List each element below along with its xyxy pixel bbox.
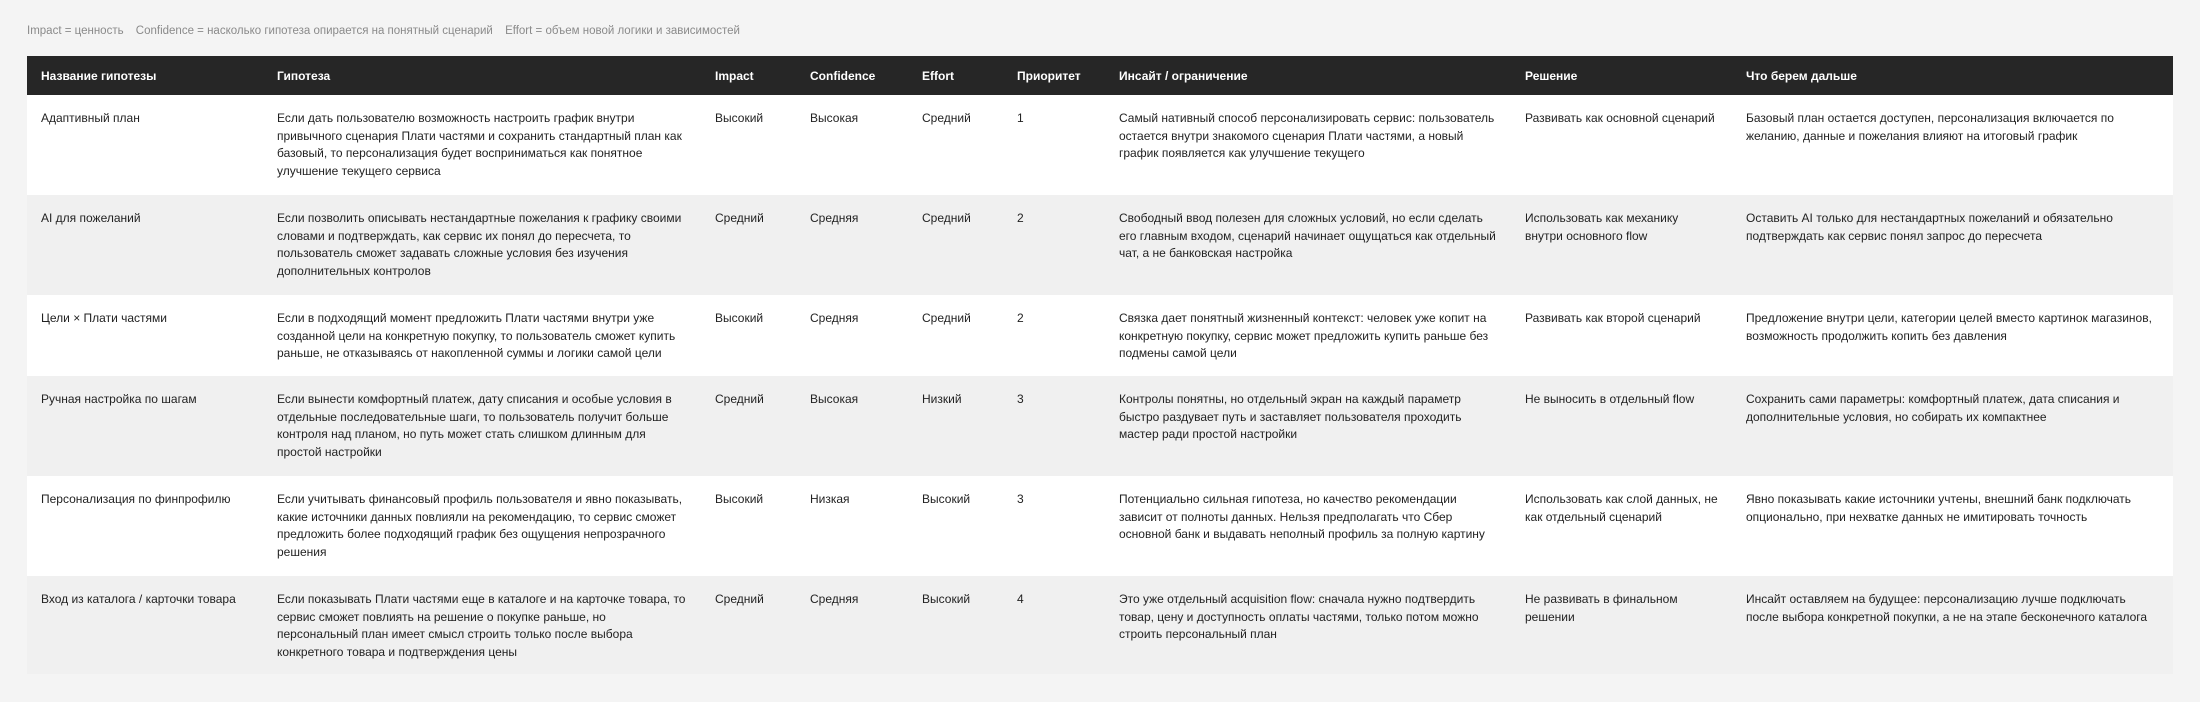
cell-decision: Не выносить в отдельный flow — [1511, 376, 1732, 476]
cell-name: Адаптивный план — [27, 95, 263, 195]
cell-insight: Потенциально сильная гипотеза, но качество рекомендации зависит от полноты данных. Нельзя предполагать что Сбер основной банк и выдавать неполный профиль за полную картину — [1105, 476, 1511, 576]
cell-name: Вход из каталога / карточки товара — [27, 576, 263, 674]
hypotheses-table — [27, 56, 2173, 674]
cell-decision: Использовать как механику внутри основного flow — [1511, 195, 1732, 295]
cell-impact: Средний — [701, 576, 796, 674]
cell-insight: Контролы понятны, но отдельный экран на каждый параметр быстро раздувает путь и заставляет пользователя проходить мастер ради простой настройки — [1105, 376, 1511, 476]
cell-impact: Высокий — [701, 295, 796, 376]
cell-priority: 4 — [1003, 576, 1105, 674]
cell-confidence: Высокая — [796, 95, 908, 195]
column-header-decision: Решение — [1511, 56, 1732, 95]
cell-next: Базовый план остается доступен, персонализация включается по желанию, данные и пожелания влияют на итоговый график — [1732, 95, 2173, 195]
cell-effort: Высокий — [908, 576, 1003, 674]
cell-next: Сохранить сами параметры: комфортный платеж, дата списания и дополнительные условия, но собирать их компактнее — [1732, 376, 2173, 476]
cell-name: Персонализация по финпрофилю — [27, 476, 263, 576]
column-header-effort: Effort — [908, 56, 1003, 95]
legend-impact: Impact = ценность — [27, 25, 124, 37]
cell-confidence: Средняя — [796, 576, 908, 674]
cell-priority: 2 — [1003, 295, 1105, 376]
cell-insight: Связка дает понятный жизненный контекст: человек уже копит на конкретную покупку, сервис может предложить купить раньше без подмены самой цели — [1105, 295, 1511, 376]
table-row — [27, 476, 2173, 576]
cell-decision: Использовать как слой данных, не как отдельный сценарий — [1511, 476, 1732, 576]
cell-next: Явно показывать какие источники учтены, внешний банк подключать опционально, при нехватке данных не имитировать точность — [1732, 476, 2173, 576]
cell-priority: 2 — [1003, 195, 1105, 295]
cell-confidence: Высокая — [796, 376, 908, 476]
cell-confidence: Средняя — [796, 295, 908, 376]
legend-confidence: Confidence = насколько гипотеза опирается на понятный сценарий — [135, 25, 493, 37]
table-row — [27, 95, 2173, 195]
cell-impact: Средний — [701, 195, 796, 295]
cell-hypothesis: Если в подходящий момент предложить Плати частями внутри уже созданной цели на конкретную покупку, то пользователь сможет купить раньше, не отказываясь от накопленной суммы и логики самой цели — [263, 295, 701, 376]
legend-effort: Effort = объем новой логики и зависимостей — [505, 25, 740, 37]
cell-effort: Низкий — [908, 376, 1003, 476]
table-row — [27, 295, 2173, 376]
column-header-confidence: Confidence — [796, 56, 908, 95]
cell-decision: Не развивать в финальном решении — [1511, 576, 1732, 674]
cell-decision: Развивать как второй сценарий — [1511, 295, 1732, 376]
cell-confidence: Низкая — [796, 476, 908, 576]
cell-priority: 3 — [1003, 476, 1105, 576]
legend — [27, 25, 740, 37]
column-header-next: Что берем дальше — [1732, 56, 2173, 95]
cell-hypothesis: Если показывать Плати частями еще в каталоге и на карточке товара, то сервис сможет повлиять на решение о покупке раньше, но персональный план имеет смысл строить только после выбора конкретного товара и подтверждения цены — [263, 576, 701, 674]
cell-effort: Средний — [908, 295, 1003, 376]
cell-next: Инсайт оставляем на будущее: персонализацию лучше подключать после выбора конкретной покупки, а не на этапе бесконечного каталога — [1732, 576, 2173, 674]
cell-effort: Средний — [908, 195, 1003, 295]
cell-hypothesis: Если вынести комфортный платеж, дату списания и особые условия в отдельные последовательные шаги, то пользователь получит больше контроля над планом, но путь может стать слишком длинным для простой настройки — [263, 376, 701, 476]
cell-decision: Развивать как основной сценарий — [1511, 95, 1732, 195]
cell-name: AI для пожеланий — [27, 195, 263, 295]
cell-confidence: Средняя — [796, 195, 908, 295]
cell-impact: Высокий — [701, 95, 796, 195]
column-header-impact: Impact — [701, 56, 796, 95]
table-header-row — [27, 56, 2173, 95]
table-row — [27, 576, 2173, 674]
cell-priority: 1 — [1003, 95, 1105, 195]
cell-insight: Самый нативный способ персонализировать сервис: пользователь остается внутри знакомого сценария Плати частями, а новый график появляется как улучшение текущего — [1105, 95, 1511, 195]
table-row — [27, 195, 2173, 295]
column-header-hypothesis: Гипотеза — [263, 56, 701, 95]
cell-name: Цели × Плати частями — [27, 295, 263, 376]
column-header-insight: Инсайт / ограничение — [1105, 56, 1511, 95]
cell-impact: Средний — [701, 376, 796, 476]
table-row — [27, 376, 2173, 476]
cell-priority: 3 — [1003, 376, 1105, 476]
cell-hypothesis: Если позволить описывать нестандартные пожелания к графику своими словами и подтверждать, как сервис их понял до пересчета, то пользователь сможет задавать сложные условия без изучения дополнительных контролов — [263, 195, 701, 295]
cell-next: Предложение внутри цели, категории целей вместо картинок магазинов, возможность продолжить копить без давления — [1732, 295, 2173, 376]
cell-next: Оставить AI только для нестандартных пожеланий и обязательно подтверждать как сервис понял запрос до пересчета — [1732, 195, 2173, 295]
cell-hypothesis: Если дать пользователю возможность настроить график внутри привычного сценария Плати частями и сохранить стандартный план как базовый, то персонализация будет восприниматься как понятное улучшение текущего сервиса — [263, 95, 701, 195]
cell-effort: Средний — [908, 95, 1003, 195]
cell-impact: Высокий — [701, 476, 796, 576]
cell-insight: Это уже отдельный acquisition flow: сначала нужно подтвердить товар, цену и доступность оплаты частями, только потом можно строить персональный план — [1105, 576, 1511, 674]
cell-name: Ручная настройка по шагам — [27, 376, 263, 476]
cell-insight: Свободный ввод полезен для сложных условий, но если сделать его главным входом, сценарий начинает ощущаться как отдельный чат, а не банковская настройка — [1105, 195, 1511, 295]
column-header-priority: Приоритет — [1003, 56, 1105, 95]
column-header-name: Название гипотезы — [27, 56, 263, 95]
cell-effort: Высокий — [908, 476, 1003, 576]
cell-hypothesis: Если учитывать финансовый профиль пользователя и явно показывать, какие источники данных повлияли на рекомендацию, то сервис сможет предложить более подходящий график без ощущения непрозрачного решения — [263, 476, 701, 576]
